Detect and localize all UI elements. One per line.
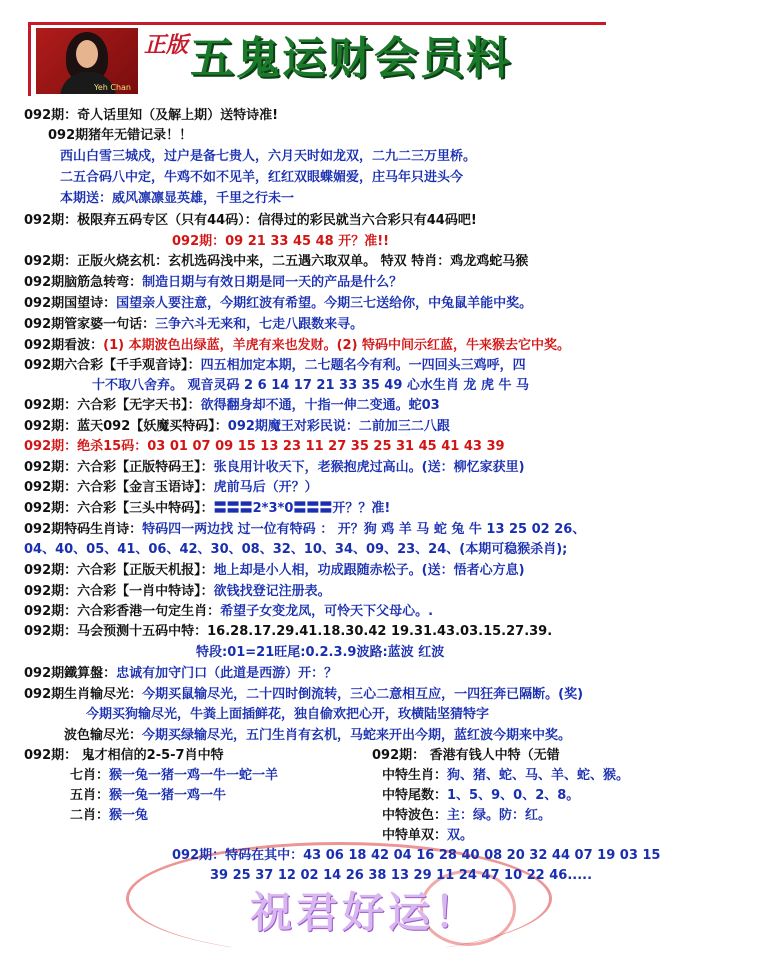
line-segment: 092期魔王对彩民说：二前加三二八跟 <box>227 419 450 434</box>
line-segment: (1) 本期波色出绿蓝，羊虎有来也发财。(2) 特码中间示红蓝，牛来猴去它中奖。 <box>103 338 571 353</box>
right-row-label: 中特单双： <box>382 828 448 843</box>
line-13 <box>92 376 529 396</box>
portrait-face <box>76 40 98 68</box>
line-4 <box>60 189 294 209</box>
right-box-row-1 <box>382 786 579 806</box>
good-luck-text: 祝君好运！ <box>250 888 481 937</box>
photo-caption: Yeh Chan <box>94 83 131 92</box>
line-segment: 092期：极限弃五码专区（只有44码）：信得过的彩民就当六合彩只有44码吧! <box>24 213 477 228</box>
line-segment: 张良用计收天下，老猴抱虎过高山。(送：柳忆家获里) <box>213 460 525 475</box>
line-segment: 四五相加定本期，二七题名今有利。一四回头三鸡呼，四 <box>200 358 526 373</box>
line-12 <box>24 356 526 376</box>
line-segment: 092期：六合彩【正版天机报】： <box>24 563 214 578</box>
line-segment: 092期鐵算盤： <box>24 666 117 681</box>
line-segment: 虎前马后（开？） <box>213 480 318 495</box>
line-2 <box>60 147 476 167</box>
right-row-label: 中特波色： <box>382 808 448 823</box>
left-box-title: 092期： 鬼才相信的2-5-7肖中特 <box>24 748 224 763</box>
line-segment: 092期猪年无错记录！！ <box>48 128 193 143</box>
line-segment: 今期买狗输尽光，牛粪上面插鲜花，独自偷欢把心开，玫横陆坚猜特字 <box>86 707 490 722</box>
line-segment: 092期国望诗： <box>24 296 117 311</box>
line-segment: 国望亲人要注意，今期红波有希望。今期三七送给你，中兔鼠羊能中奖。 <box>116 296 533 311</box>
line-24 <box>24 602 433 622</box>
line-segment: 特码四一两边找 过一位有特码 ： 开？狗 鸡 羊 马 蛇 兔 牛 13 25 02 26、 <box>142 522 586 537</box>
line-7 <box>24 252 528 272</box>
left-box-row-0 <box>70 766 278 786</box>
line-26 <box>196 643 444 663</box>
line-segment: 忠诚有加守门口（此道是西游）开：？ <box>116 666 338 681</box>
line-21 <box>24 540 567 560</box>
header-banner <box>28 22 606 96</box>
line-8 <box>24 273 402 293</box>
line-19 <box>24 499 390 519</box>
right-box-row-3 <box>382 826 473 846</box>
line-segment: 二五合码八中定，牛鸡不如不见羊，红红双眼蝶媚爱，庄马年只进头今 <box>60 170 464 185</box>
line-28 <box>24 685 583 705</box>
right-row-label: 中特生肖： <box>382 768 448 783</box>
right-row-value: 狗、猪、蛇、马、羊、蛇、猴。 <box>447 768 630 783</box>
line-segment: 欲钱找登记注册表。 <box>213 584 331 599</box>
bottom-numbers-line-2: 39 25 37 12 02 14 26 38 13 29 11 24 47 10 22 46..... <box>210 868 593 883</box>
right-row-value: 主：绿。防：红。 <box>447 808 552 823</box>
line-9 <box>24 294 532 314</box>
line-15 <box>24 417 450 437</box>
left-row-label: 七肖： <box>70 768 110 783</box>
line-segment: 波色输尽光： <box>64 728 143 743</box>
line-segment: 本期送：威风凛凛显英雄，千里之行未一 <box>60 191 295 206</box>
line-11 <box>24 336 570 356</box>
bottom-numbers-line-1: 092期：特码在其中：43 06 18 42 04 16 28 40 08 20 32 44 07 19 03 15 <box>172 848 661 863</box>
line-segment: 三争六斗无来和，七走八跟数来寻。 <box>155 317 364 332</box>
left-box-row-1 <box>70 786 226 806</box>
line-segment: 092期：六合彩【金言玉语诗】： <box>24 480 214 495</box>
line-18 <box>24 478 318 498</box>
line-segment: 092期：六合彩【三头中特码】： <box>24 501 214 516</box>
line-segment: 十不取八舍弃。 观音灵码 2 6 14 17 21 33 35 49 心水生肖 龙 虎 牛 马 <box>92 378 529 393</box>
line-segment: 092期：09 21 33 45 48 开？准!! <box>172 234 390 249</box>
line-segment: 希望子女变龙凤，可怜天下父母心。. <box>220 604 434 619</box>
line-segment: 092期管家婆一句话： <box>24 317 156 332</box>
line-segment: 092期：六合彩香港一句定生肖： <box>24 604 221 619</box>
line-10 <box>24 315 363 335</box>
line-1 <box>48 126 192 146</box>
line-segment: 〓〓〓2*3*0〓〓〓开？？准! <box>213 501 391 516</box>
page-title: 五鬼运财会员料 <box>190 33 512 84</box>
line-segment: 092期：绝杀15码：03 01 07 09 15 13 23 11 27 35 25 31 45 41 43 39 <box>24 439 505 454</box>
line-segment: 092期看波： <box>24 338 104 353</box>
line-segment: 地上却是小人相，功成跟随赤松子。(送：悟者心方息) <box>213 563 525 578</box>
line-14 <box>24 396 440 416</box>
line-segment: 092期：六合彩【一肖中特诗】： <box>24 584 214 599</box>
line-22 <box>24 561 525 581</box>
left-row-label: 二肖： <box>70 808 110 823</box>
right-box-title: 092期： 香港有钱人中特（无错 <box>372 748 560 763</box>
zhengban-mark: 正版 <box>144 32 189 58</box>
left-row-value: 猴一兔 <box>109 808 149 823</box>
left-box-row-2 <box>70 806 148 826</box>
line-segment: 092期：正版火烧玄机：玄机选码浅中来，二五遇六取双单。 特双 特肖：鸡龙鸡蛇马猴 <box>24 254 529 269</box>
line-23 <box>24 582 331 602</box>
left-row-value: 猴一兔一猪一鸡一牛一蛇一羊 <box>109 768 279 783</box>
line-30 <box>64 726 571 746</box>
line-25 <box>24 622 552 642</box>
line-17 <box>24 458 525 478</box>
line-segment: 欲得翻身却不通，十指一伸二变通。蛇03 <box>200 398 440 413</box>
right-box-row-2 <box>382 806 551 826</box>
line-segment: 092期脑筋急转弯： <box>24 275 143 290</box>
portrait-photo <box>36 28 138 94</box>
right-row-label: 中特尾数： <box>382 788 448 803</box>
line-6 <box>172 232 389 252</box>
line-segment: 092期六合彩【千手观音诗】： <box>24 358 201 373</box>
line-27 <box>24 664 337 684</box>
line-segment: 092期：奇人话里知（及解上期）送特诗准! <box>24 108 279 123</box>
line-segment: 092期特码生肖诗： <box>24 522 143 537</box>
line-16 <box>24 437 505 457</box>
right-row-value: 双。 <box>447 828 474 843</box>
right-box-row-0 <box>382 766 629 786</box>
left-row-value: 猴一兔一猪一鸡一牛 <box>109 788 227 803</box>
line-5 <box>24 211 477 231</box>
line-segment: 092期：六合彩【无字天书】： <box>24 398 201 413</box>
line-29 <box>86 705 489 725</box>
line-segment: 092期：蓝天092【妖魔买特码】： <box>24 419 228 434</box>
left-row-label: 五肖： <box>70 788 110 803</box>
line-segment: 092期：六合彩【正版特码王】： <box>24 460 214 475</box>
line-segment: 今期买鼠输尽光，二十四时倒流转，三心二意相互应，一四狂奔已隔断。(奖) <box>142 687 584 702</box>
line-segment: 04、40、05、41、06、42、30、08、32、10、34、09、23、24、(本期可稳猴杀肖); <box>24 542 568 557</box>
line-segment: 今期买绿输尽光，五门生肖有玄机，马蛇来开出今期，蓝红波今期来中奖。 <box>142 728 572 743</box>
right-row-value: 1、5、9、0、2、8。 <box>447 788 580 803</box>
line-segment: 092期生肖输尽光： <box>24 687 143 702</box>
line-segment: 特段:01=21旺尾:0.2.3.9波路:蓝波 红波 <box>196 645 445 660</box>
line-segment: 西山白雪三城戍，过户是备七贵人，六月天时如龙双，二九二三万里桥。 <box>60 149 477 164</box>
line-0 <box>24 106 278 126</box>
line-20 <box>24 520 585 540</box>
line-segment: 制造日期与有效日期是同一天的产品是什么？ <box>142 275 403 290</box>
line-3 <box>60 168 463 188</box>
line-segment: 092期：马会预测十五码中特：16.28.17.29.41.18.30.42 19.31.43.03.15.27.39. <box>24 624 553 639</box>
